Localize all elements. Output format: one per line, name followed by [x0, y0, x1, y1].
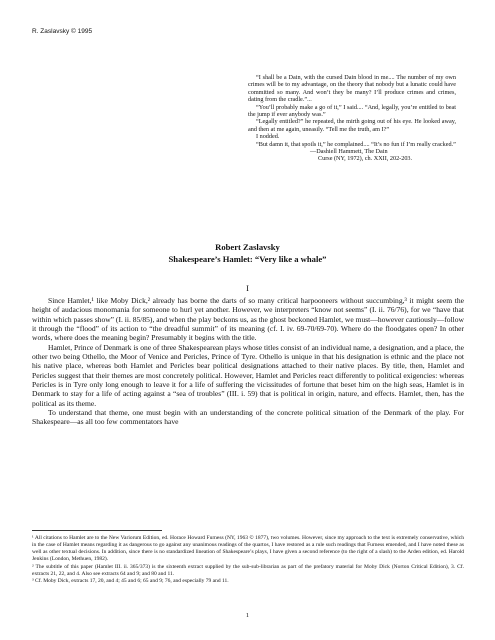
footnote-divider: [32, 530, 162, 531]
paper-author: Robert Zaslavsky: [215, 242, 280, 252]
footnote: ¹ All citations to Hamlet are to the New Variorum Edition, ed. Horace Howard Furness (NY, 1963 © 1877), two volumes. However, since my approach to the text is extremely conservative, which in the case of Hamlet means regarding it as dangerous to go against any unanimous readings of the quartos, I have restored as a rule such readings that Furness emended, and I have noted these as well as other textual decisions. In addition, since there is no standardized lineation of Shakespeare’s plays, I have given a second reference (to the right of a slash) to the Arden edition, ed. Harold Jenkins (London, Methuen, 1982).: [32, 535, 464, 562]
epigraph-line: “I shall be a Dain, with the cursed Dain blood in me.... The number of my own crimes will be to my advantage, on the theory that nobody but a lunatic could have committed so many. And won’t they be many? I’ll produce crimes and crimes, dating from the cradle.”...: [248, 74, 456, 104]
footnotes: [32, 535, 464, 586]
body-paragraph: Hamlet, Prince of Denmark is one of three Shakespearean plays whose titles consist of an individual name, a designation, and a place, the other two being Othello, the Moor of Venice and Pericles, Prince of Tyre. Othello is unique in that his designation is ethnic and the place not his native place, whereas both Hamlet and Pericles bear political designations attached to their native places. By title, then, Hamlet and Pericles suggest that their themes are most concretely political. However, Hamlet and Pericles react differently to political exigencies: whereas Pericles is in Tyre only long enough to leave it for a life of suffering the vicissitudes of fortune that beset him on the high seas, Hamlet is in Denmark to stay for a life of acting against a “sea of troubles” (III. i. 59) that is political in origin, nature, and effects. Hamlet, then, has the political as its theme.: [32, 342, 464, 408]
epigraph-line: “But damn it, that spoils it,” he complained.... “It’s no fun if I’m really cracked.”: [256, 140, 456, 148]
epigraph-line: “You’ll probably make a go of it,” I said.... “And, legally, you’re entitled to beat the jump if ever anybody was.”: [248, 103, 456, 119]
epigraph-attribution-detail: Curse (NY, 1972), ch. XXII, 202-203.: [318, 155, 413, 163]
epigraph-attribution: —Dashiell Hammett, The Dain: [310, 148, 388, 156]
body-paragraph: To understand that theme, one must begin with an understanding of the concrete political situation of the Denmark of the play. For Shakespeare—as all too few commentators have: [32, 408, 464, 427]
paper-title: Shakespeare’s Hamlet: “Very like a whale”: [168, 254, 327, 264]
epigraph-line: I nodded.: [256, 133, 280, 141]
page-header: R. Zaslavsky © 1995: [32, 28, 93, 35]
footnote: ² The subtitle of this paper (Hamlet III. ii. 365/373) is the sixteenth extract supplied by the sub-sub-librarian as part of the prefatory material for Moby Dick (Norton Critical Edition), 3. Cf. extracts 21, 22, and 4. Also see extracts 64 and 9; and 80 and 11.: [32, 563, 464, 577]
page-number: 1: [245, 612, 250, 619]
section-number: I: [246, 283, 249, 293]
epigraph-line: “Legally entitled?” he repeated, the mirth going out of his eye. He looked away, and then at me again, uneasily. “Tell me the truth, am I?”: [248, 118, 456, 133]
footnote: ³ Cf. Moby Dick, extracts 17, 20, and 4; 45 and 6; 65 and 9; 76, and especially 79 and 11.: [32, 578, 229, 585]
body-paragraph: Since Hamlet,¹ like Moby Dick,² already has borne the darts of so many critical harpooneers without succumbing,³ it might seem the height of audacious monomania for someone to hurl yet another. However, we interpreters “know not seems” (I. ii. 76/76), for we “have that within which passes show” (I. ii. 85/85), and when the play beckons us, as the ghost beckoned Hamlet, we must—however cautiously—follow it through the “flood” of its action to “the dreadful summit” of its meaning (cf. I. iv. 69-70/69-70). Where do the floodgates open? In other words, where does the meaning begin? Presumably it begins with the title.: [32, 296, 464, 343]
body-text: [32, 296, 464, 427]
epigraph: [248, 74, 456, 163]
